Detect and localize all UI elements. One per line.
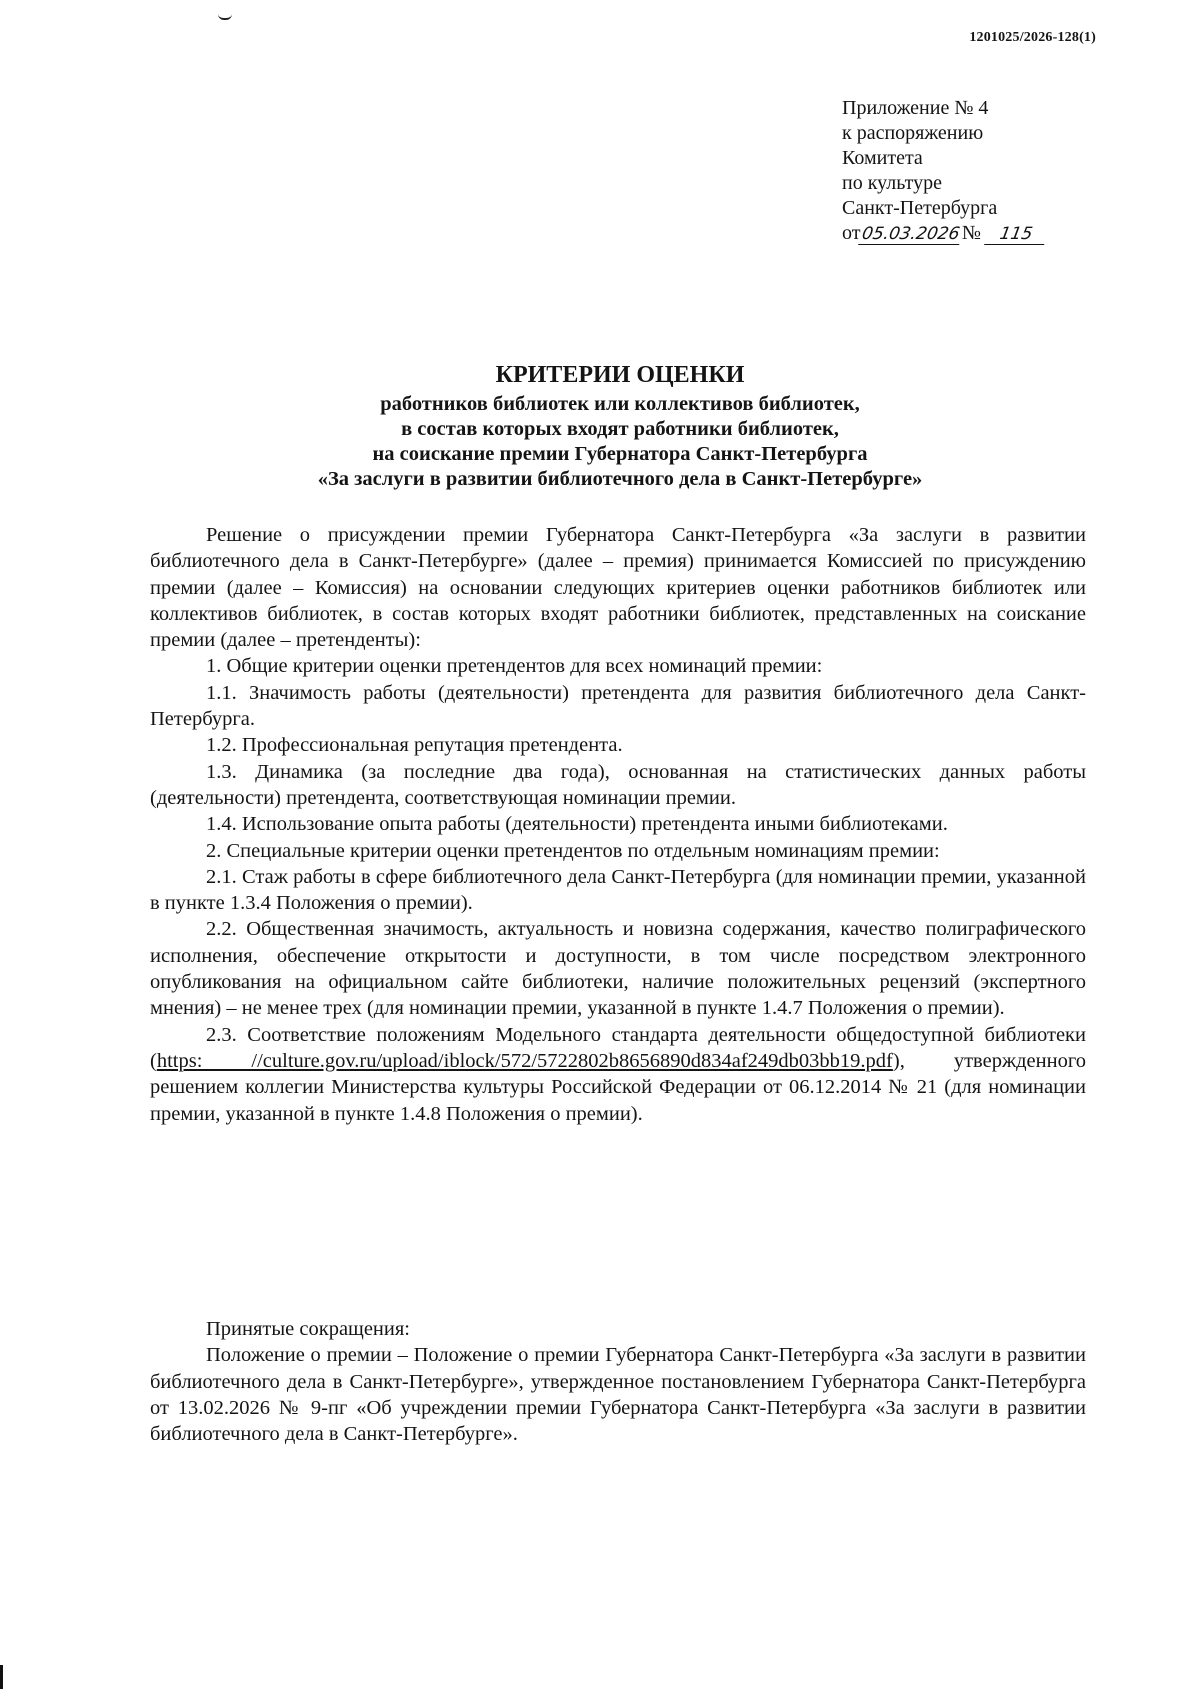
model-standard-link[interactable]: https: //culture.gov.ru/upload/iblock/572/5722802b8656890d834af249db03bb19.pdf: [156, 1049, 893, 1072]
title-subline-1: работников библиотек или коллективов библиотек,: [380, 393, 860, 415]
abbreviations-text: Положение о премии – Положение о премии Губернатора Санкт-Петербурга «За заслуги в развитии библиотечного дела в Санкт-Петербурге», утвержденное постановлением Губернатора Санкт-Петербурга от 13.02.2026 № 9-пг «Об учреждении премии Губернатора Санкт-Петербурга «За заслуги в развитии библиотечного дела в Санкт-Петербурге».: [150, 1344, 1086, 1446]
document-body: [150, 522, 1086, 1127]
appendix-header: [842, 96, 1072, 246]
handwritten-number: 115: [984, 224, 1048, 245]
criteria-1: 1. Общие критерии оценки претендентов для всех номинаций премии:: [206, 655, 823, 678]
criteria-2: 2. Специальные критерии оценки претендентов по отдельным номинациям премии:: [206, 839, 940, 862]
title-subline-4: «За заслуги в развитии библиотечного дела в Санкт-Петербурге»: [317, 468, 923, 490]
document-title: [150, 360, 1090, 492]
appendix-line-5: Санкт-Петербурга: [842, 197, 998, 219]
appendix-date-number-line: [842, 221, 1072, 246]
scan-artifact-top: [218, 14, 232, 20]
appendix-line-1: Приложение № 4: [842, 97, 989, 119]
criteria-1-4: 1.4. Использование опыта работы (деятельности) претендента иными библиотеками.: [206, 813, 948, 836]
title-subline-2: в состав которых входят работники библиотек,: [401, 418, 839, 440]
criteria-1-3: 1.3. Динамика (за последние два года), основанная на статистических данных работы (деятельности) претендента, соответствующая номинации премии.: [150, 760, 1086, 809]
number-prefix: №: [961, 222, 981, 244]
appendix-line-3: Комитета: [842, 147, 923, 169]
criteria-2-1: 2.1. Стаж работы в сфере библиотечного дела Санкт-Петербурга (для номинации премии, указанной в пункте 1.3.4 Положения о премии).: [150, 865, 1086, 915]
criteria-1-2: 1.2. Профессиональная репутация претендента.: [206, 734, 623, 757]
title-subline-3: на соискание премии Губернатора Санкт-Петербурга: [372, 443, 868, 465]
criteria-2-2: 2.2. Общественная значимость, актуальность и новизна содержания, качество полиграфического исполнения, обеспечение открытости и доступности, в том числе посредством электронного опубликования на официальном сайте библиотеки, наличие положительных рецензий (экспертного мнения) – не менее трех (для номинации премии, указанной в пункте 1.4.7 Положения о премии).: [150, 918, 1086, 1020]
intro-paragraph: Решение о присуждении премии Губернатора Санкт-Петербурга «За заслуги в развитии библиотечного дела в Санкт-Петербурге» (далее – премия) принимается Комиссией по присуждению премии (далее – Комиссия) на основании следующих критериев оценки работников библиотек или коллективов библиотек, в состав которых входят работники библиотек, представленных на соискание премии (далее – претенденты):: [150, 524, 1086, 652]
criteria-2-3-text-start: 2.3. Соответствие положениям Модельного стандарта деятельности общедоступной библиотеки (: [150, 1023, 1086, 1072]
criteria-2-3: [150, 1022, 1086, 1127]
criteria-2-3-text-end: ), утвержденного решением коллегии Министерства культуры Российской Федерации от 06.12.2014 № 21 (для номинации премии, указанной в пункте 1.4.8 Положения о премии).: [150, 1049, 1086, 1125]
document-code: 1201025/2026-128(1): [969, 30, 1096, 45]
handwritten-date: 05.03.2026: [859, 224, 964, 245]
appendix-line-4: по культуре: [842, 172, 942, 194]
date-prefix: от: [842, 222, 861, 244]
appendix-line-2: к распоряжению: [842, 122, 984, 144]
scan-artifact-bottom: [0, 1665, 3, 1689]
criteria-1-1: 1.1. Значимость работы (деятельности) претендента для развития библиотечного дела Санкт-Петербурга.: [150, 681, 1086, 731]
abbreviations-section: [150, 1316, 1086, 1447]
abbreviations-heading: Принятые сокращения:: [206, 1318, 410, 1340]
title-main: КРИТЕРИИ ОЦЕНКИ: [495, 362, 745, 388]
